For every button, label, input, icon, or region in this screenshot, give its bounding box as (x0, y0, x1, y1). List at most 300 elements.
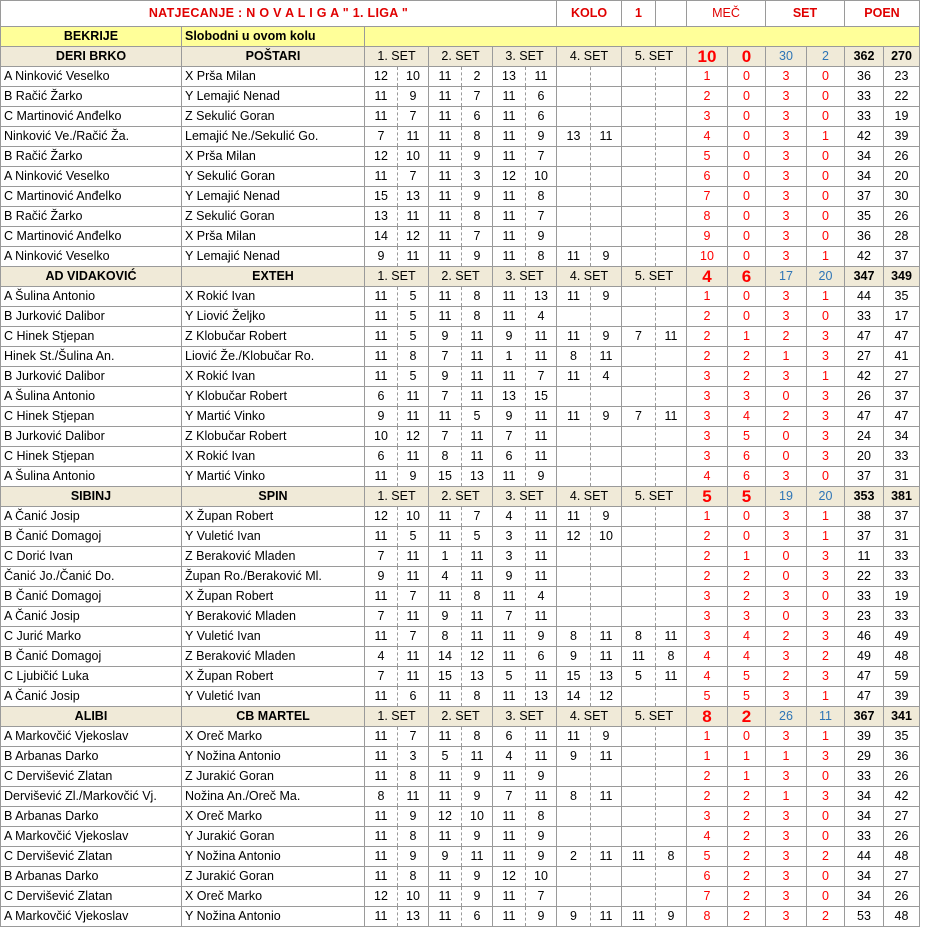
set-score-cell: 9 (429, 847, 462, 867)
home-player: Hinek St./Šulina An. (1, 347, 182, 367)
sets-won-away: 0 (807, 107, 845, 127)
sets-won-home: 1 (766, 347, 807, 367)
set-score-cell: 9 (526, 227, 557, 247)
running-match-home: 4 (687, 827, 728, 847)
sets-won-home: 3 (766, 67, 807, 87)
set-score-cell: 5 (493, 667, 526, 687)
set-score-cell: 11 (365, 727, 398, 747)
set-score-cell: 9 (526, 847, 557, 867)
set-score-cell (656, 727, 687, 747)
points-home: 36 (845, 67, 884, 87)
set-score-cell (656, 147, 687, 167)
sets-won-away: 0 (807, 827, 845, 847)
sets-won-home: 0 (766, 447, 807, 467)
set-score-cell (591, 387, 622, 407)
set-score-cell: 7 (365, 667, 398, 687)
points-away: 19 (884, 587, 920, 607)
sets-total-home: 30 (766, 47, 807, 67)
set-score-cell (622, 107, 656, 127)
sets-won-home: 3 (766, 907, 807, 927)
set-score-cell (557, 547, 591, 567)
points-total-home: 362 (845, 47, 884, 67)
set-score-cell: 11 (526, 547, 557, 567)
set-score-cell: 9 (365, 567, 398, 587)
match-header-row (1, 47, 920, 67)
sets-won-away: 3 (807, 547, 845, 567)
sets-won-home: 3 (766, 287, 807, 307)
set-score-cell: 11 (429, 687, 462, 707)
game-row (1, 147, 920, 167)
set-score-cell: 11 (365, 627, 398, 647)
running-match-away: 0 (728, 727, 766, 747)
game-row (1, 727, 920, 747)
set-score-cell (591, 607, 622, 627)
running-match-away: 0 (728, 307, 766, 327)
set-score-cell: 12 (493, 867, 526, 887)
home-player: B Arbanas Darko (1, 867, 182, 887)
set-score-cell (591, 187, 622, 207)
set-score-cell: 9 (557, 647, 591, 667)
set-score-cell: 12 (398, 227, 429, 247)
away-player: Z Jurakić Goran (182, 767, 365, 787)
set-score-cell (622, 567, 656, 587)
home-player: A Šulina Antonio (1, 467, 182, 487)
points-away: 39 (884, 687, 920, 707)
running-match-home: 3 (687, 107, 728, 127)
set-score-cell: 10 (591, 527, 622, 547)
set-score-cell: 11 (493, 807, 526, 827)
set-score-cell: 11 (591, 347, 622, 367)
set-score-cell: 11 (493, 107, 526, 127)
sets-won-home: 0 (766, 387, 807, 407)
set-score-cell: 9 (398, 467, 429, 487)
set-score-cell: 4 (591, 367, 622, 387)
set-score-cell: 8 (526, 187, 557, 207)
set-score-cell: 8 (462, 727, 493, 747)
set-score-cell: 1 (493, 347, 526, 367)
set-score-cell (591, 587, 622, 607)
set-score-cell: 11 (429, 727, 462, 747)
points-home: 27 (845, 347, 884, 367)
set-score-cell: 9 (591, 727, 622, 747)
home-player: C Ljubičić Luka (1, 667, 182, 687)
set-label: 1. SET (365, 487, 429, 507)
empty-cell (656, 1, 687, 27)
set-score-cell: 5 (462, 407, 493, 427)
set-score-cell: 11 (365, 307, 398, 327)
set-score-cell: 13 (398, 907, 429, 927)
set-score-cell (622, 427, 656, 447)
running-match-away: 1 (728, 547, 766, 567)
game-row (1, 207, 920, 227)
set-score-cell: 9 (557, 907, 591, 927)
set-score-cell: 12 (557, 527, 591, 547)
sets-won-away: 0 (807, 867, 845, 887)
set-score-cell: 11 (493, 247, 526, 267)
away-player: X Rokić Ivan (182, 287, 365, 307)
set-score-cell: 11 (591, 647, 622, 667)
points-home: 33 (845, 767, 884, 787)
set-score-cell: 15 (429, 467, 462, 487)
points-away: 59 (884, 667, 920, 687)
set-score-cell (557, 207, 591, 227)
running-match-away: 3 (728, 387, 766, 407)
sets-total-away: 2 (807, 47, 845, 67)
game-row (1, 647, 920, 667)
set-score-cell: 12 (591, 687, 622, 707)
running-match-away: 5 (728, 687, 766, 707)
set-score-cell: 9 (591, 327, 622, 347)
home-player: C Jurić Marko (1, 627, 182, 647)
set-label: 5. SET (622, 707, 687, 727)
sets-won-home: 3 (766, 647, 807, 667)
home-player: A Šulina Antonio (1, 387, 182, 407)
set-score-cell: 9 (526, 907, 557, 927)
set-score-cell (591, 227, 622, 247)
points-home: 33 (845, 587, 884, 607)
game-row (1, 607, 920, 627)
set-score-cell: 11 (429, 827, 462, 847)
points-home: 47 (845, 687, 884, 707)
sets-won-home: 3 (766, 847, 807, 867)
match-column-header: MEČ (687, 1, 766, 27)
running-match-away: 2 (728, 847, 766, 867)
game-row (1, 107, 920, 127)
sets-won-home: 0 (766, 547, 807, 567)
sets-won-away: 0 (807, 767, 845, 787)
running-match-home: 2 (687, 347, 728, 367)
set-score-cell: 11 (429, 287, 462, 307)
points-home: 47 (845, 407, 884, 427)
set-score-cell (591, 867, 622, 887)
match-header-row (1, 707, 920, 727)
set-score-cell: 7 (429, 427, 462, 447)
sets-won-away: 3 (807, 327, 845, 347)
running-match-home: 4 (687, 667, 728, 687)
sets-won-away: 0 (807, 167, 845, 187)
sets-won-home: 3 (766, 867, 807, 887)
set-score-cell: 11 (493, 87, 526, 107)
match-score-away: 2 (728, 707, 766, 727)
points-away: 22 (884, 87, 920, 107)
set-label: 2. SET (429, 267, 493, 287)
game-row (1, 347, 920, 367)
running-match-home: 1 (687, 747, 728, 767)
sets-won-away: 1 (807, 527, 845, 547)
home-player: C Martinović Anđelko (1, 107, 182, 127)
set-score-cell: 11 (462, 387, 493, 407)
set-score-cell: 11 (365, 347, 398, 367)
set-score-cell (557, 807, 591, 827)
set-score-cell: 11 (429, 107, 462, 127)
points-away: 31 (884, 467, 920, 487)
set-score-cell: 11 (365, 367, 398, 387)
sets-won-away: 1 (807, 287, 845, 307)
points-home: 47 (845, 667, 884, 687)
points-away: 17 (884, 307, 920, 327)
game-row (1, 447, 920, 467)
set-score-cell (622, 687, 656, 707)
set-score-cell: 1 (429, 547, 462, 567)
set-score-cell: 11 (557, 367, 591, 387)
game-row (1, 767, 920, 787)
set-score-cell: 13 (365, 207, 398, 227)
running-match-home: 1 (687, 67, 728, 87)
set-score-cell: 9 (462, 247, 493, 267)
set-score-cell (656, 567, 687, 587)
set-score-cell: 13 (462, 467, 493, 487)
running-match-home: 3 (687, 587, 728, 607)
set-score-cell (656, 107, 687, 127)
running-match-home: 2 (687, 87, 728, 107)
sets-won-home: 2 (766, 627, 807, 647)
set-score-cell: 11 (622, 847, 656, 867)
set-score-cell: 6 (493, 447, 526, 467)
running-match-home: 7 (687, 187, 728, 207)
running-match-home: 8 (687, 907, 728, 927)
set-score-cell: 8 (656, 647, 687, 667)
sets-won-home: 1 (766, 747, 807, 767)
set-score-cell: 11 (365, 827, 398, 847)
away-player: Z Klobučar Robert (182, 327, 365, 347)
set-score-cell: 11 (526, 567, 557, 587)
set-score-cell: 11 (526, 747, 557, 767)
set-score-cell (557, 827, 591, 847)
game-row (1, 507, 920, 527)
set-score-cell: 11 (591, 747, 622, 767)
away-player: Y Liović Željko (182, 307, 365, 327)
set-score-cell: 8 (398, 347, 429, 367)
set-score-cell: 9 (591, 287, 622, 307)
game-row (1, 427, 920, 447)
set-score-cell: 9 (462, 867, 493, 887)
points-away: 20 (884, 167, 920, 187)
sets-won-home: 3 (766, 587, 807, 607)
running-match-away: 2 (728, 827, 766, 847)
away-player: Z Klobučar Robert (182, 427, 365, 447)
sets-total-home: 19 (766, 487, 807, 507)
set-score-cell: 11 (365, 287, 398, 307)
away-player: Y Beraković Mladen (182, 607, 365, 627)
set-score-cell: 14 (365, 227, 398, 247)
sets-won-away: 0 (807, 187, 845, 207)
set-score-cell (557, 387, 591, 407)
set-score-cell: 11 (429, 587, 462, 607)
set-score-cell: 7 (398, 727, 429, 747)
sets-won-away: 0 (807, 887, 845, 907)
set-score-cell: 11 (429, 407, 462, 427)
home-player: B Račić Žarko (1, 147, 182, 167)
set-score-cell (622, 507, 656, 527)
set-score-cell (656, 827, 687, 847)
running-match-home: 3 (687, 607, 728, 627)
running-match-home: 1 (687, 287, 728, 307)
points-away: 37 (884, 507, 920, 527)
set-score-cell: 11 (365, 467, 398, 487)
set-score-cell (656, 367, 687, 387)
game-row (1, 187, 920, 207)
set-score-cell: 6 (365, 387, 398, 407)
set-score-cell: 5 (622, 667, 656, 687)
set-score-cell: 11 (526, 347, 557, 367)
points-away: 26 (884, 147, 920, 167)
set-score-cell: 7 (365, 547, 398, 567)
away-player: Nožina An./Oreč Ma. (182, 787, 365, 807)
set-score-cell: 11 (526, 507, 557, 527)
away-player: Y Klobučar Robert (182, 387, 365, 407)
set-score-cell: 9 (462, 827, 493, 847)
sets-won-home: 2 (766, 667, 807, 687)
running-match-home: 2 (687, 327, 728, 347)
sets-won-home: 3 (766, 227, 807, 247)
running-match-home: 2 (687, 567, 728, 587)
away-team-name: POŠTARI (182, 47, 365, 67)
set-score-cell: 5 (398, 287, 429, 307)
set-score-cell: 6 (526, 647, 557, 667)
sets-won-away: 1 (807, 687, 845, 707)
set-label: 5. SET (622, 267, 687, 287)
sets-won-away: 1 (807, 367, 845, 387)
set-score-cell: 11 (429, 867, 462, 887)
set-score-cell: 11 (398, 447, 429, 467)
home-player: C Dervišević Zlatan (1, 887, 182, 907)
sets-won-away: 0 (807, 587, 845, 607)
set-score-cell: 13 (493, 387, 526, 407)
sets-won-away: 1 (807, 507, 845, 527)
set-score-cell (656, 807, 687, 827)
sets-won-away: 0 (807, 67, 845, 87)
away-player: X Prša Milan (182, 227, 365, 247)
away-player: Z Sekulić Goran (182, 207, 365, 227)
set-score-cell: 12 (365, 507, 398, 527)
away-player: Lemajić Ne./Sekulić Go. (182, 127, 365, 147)
points-away: 26 (884, 827, 920, 847)
home-player: C Dorić Ivan (1, 547, 182, 567)
points-home: 39 (845, 727, 884, 747)
away-player: X Oreč Marko (182, 807, 365, 827)
sets-won-home: 3 (766, 767, 807, 787)
set-score-cell: 4 (365, 647, 398, 667)
set-score-cell: 7 (398, 627, 429, 647)
set-score-cell: 11 (526, 407, 557, 427)
set-score-cell: 6 (526, 107, 557, 127)
set-score-cell: 13 (526, 287, 557, 307)
points-home: 42 (845, 127, 884, 147)
set-label: 5. SET (622, 487, 687, 507)
points-away: 31 (884, 527, 920, 547)
set-score-cell: 8 (462, 307, 493, 327)
match-header-row (1, 267, 920, 287)
set-score-cell: 11 (493, 767, 526, 787)
set-score-cell (622, 447, 656, 467)
running-match-away: 2 (728, 887, 766, 907)
sets-won-away: 2 (807, 907, 845, 927)
away-player: Y Nožina Antonio (182, 847, 365, 867)
set-label: 4. SET (557, 47, 622, 67)
set-score-cell (622, 87, 656, 107)
set-score-cell: 11 (493, 147, 526, 167)
set-label: 1. SET (365, 47, 429, 67)
running-match-away: 0 (728, 107, 766, 127)
sets-won-home: 3 (766, 507, 807, 527)
sets-won-away: 0 (807, 87, 845, 107)
set-score-cell (656, 247, 687, 267)
set-score-cell: 7 (429, 387, 462, 407)
set-score-cell (557, 67, 591, 87)
set-label: 3. SET (493, 707, 557, 727)
set-score-cell (591, 807, 622, 827)
set-score-cell: 10 (398, 147, 429, 167)
set-score-cell: 11 (365, 867, 398, 887)
set-score-cell: 11 (429, 307, 462, 327)
home-player: A Markovčić Vjekoslav (1, 907, 182, 927)
set-score-cell: 11 (493, 367, 526, 387)
set-score-cell (656, 347, 687, 367)
sets-won-home: 0 (766, 607, 807, 627)
points-away: 47 (884, 407, 920, 427)
game-row (1, 547, 920, 567)
points-home: 33 (845, 87, 884, 107)
points-home: 24 (845, 427, 884, 447)
home-player: B Čanić Domagoj (1, 527, 182, 547)
sets-won-away: 1 (807, 127, 845, 147)
set-label: 3. SET (493, 267, 557, 287)
away-player: Z Beraković Mladen (182, 547, 365, 567)
set-score-cell: 11 (398, 607, 429, 627)
set-score-cell: 11 (526, 67, 557, 87)
set-score-cell (591, 167, 622, 187)
away-player: Y Lemajić Nenad (182, 187, 365, 207)
match-score-home: 10 (687, 47, 728, 67)
set-score-cell: 11 (429, 887, 462, 907)
set-label: 1. SET (365, 707, 429, 727)
points-total-home: 353 (845, 487, 884, 507)
set-label: 3. SET (493, 47, 557, 67)
set-score-cell: 12 (429, 807, 462, 827)
set-label: 2. SET (429, 707, 493, 727)
set-score-cell (622, 147, 656, 167)
home-player: B Arbanas Darko (1, 807, 182, 827)
running-match-away: 2 (728, 867, 766, 887)
set-score-cell: 9 (526, 467, 557, 487)
running-match-home: 7 (687, 887, 728, 907)
home-player: A Čanić Josip (1, 507, 182, 527)
points-home: 29 (845, 747, 884, 767)
set-score-cell (622, 887, 656, 907)
set-score-cell: 11 (398, 547, 429, 567)
running-match-away: 2 (728, 367, 766, 387)
home-player: B Jurković Dalibor (1, 367, 182, 387)
set-score-cell: 11 (493, 207, 526, 227)
match-score-away: 0 (728, 47, 766, 67)
set-score-cell: 7 (398, 107, 429, 127)
game-row (1, 167, 920, 187)
set-score-cell: 11 (591, 907, 622, 927)
points-column-header: POEN (845, 1, 920, 27)
set-score-cell (622, 207, 656, 227)
running-match-away: 2 (728, 567, 766, 587)
set-score-cell (656, 887, 687, 907)
set-score-cell: 4 (493, 747, 526, 767)
set-score-cell: 9 (365, 407, 398, 427)
set-score-cell: 11 (365, 107, 398, 127)
away-player: X Prša Milan (182, 67, 365, 87)
set-score-cell: 4 (429, 567, 462, 587)
game-row (1, 407, 920, 427)
home-player: C Hinek Stjepan (1, 327, 182, 347)
set-score-cell: 11 (591, 787, 622, 807)
away-team-name: EXTEH (182, 267, 365, 287)
